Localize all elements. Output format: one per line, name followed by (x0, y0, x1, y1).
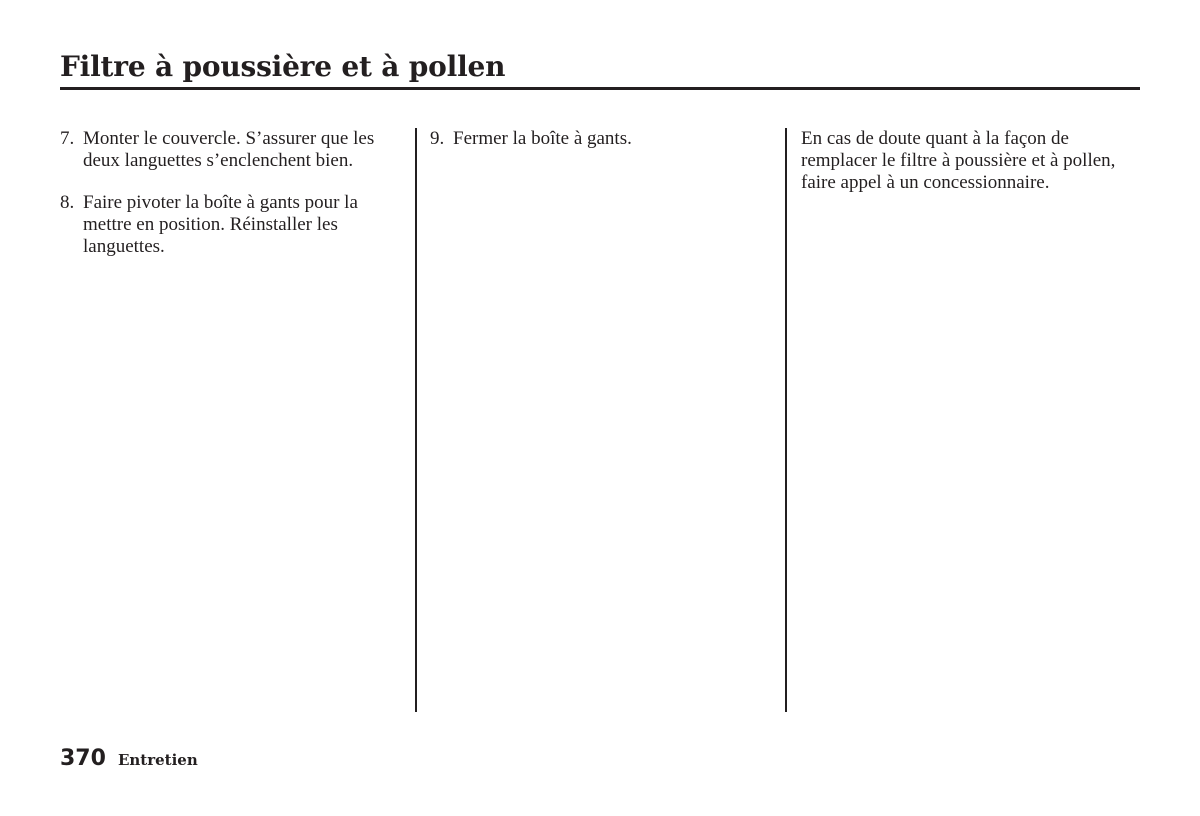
title-rule (60, 87, 1140, 90)
page-footer (60, 744, 198, 775)
step-number: 9. (430, 128, 445, 149)
column-divider (415, 128, 417, 712)
step-9 (430, 128, 770, 150)
step-8 (60, 192, 395, 258)
section-name: Entretien (117, 751, 198, 769)
middle-column (430, 128, 770, 170)
column-divider (785, 128, 787, 712)
step-7 (60, 128, 395, 172)
dealer-note: En cas de doute quant à la façon de remplacer le filtre à poussière et à pollen, faire appel à un concessionnaire. (801, 128, 1116, 193)
step-number: 8. (60, 192, 75, 213)
right-column (801, 128, 1146, 194)
step-text: Faire pivoter la boîte à gants pour la mettre en position. Réinstaller les languettes. (83, 192, 358, 257)
step-number: 7. (60, 128, 75, 149)
page-title: Filtre à poussière et à pollen (60, 50, 506, 83)
left-column (60, 128, 395, 278)
step-text: Monter le couvercle. S’assurer que les deux languettes s’enclenchent bien. (83, 128, 375, 171)
step-text: Fermer la boîte à gants. (453, 128, 632, 149)
page-number: 370 (60, 746, 106, 771)
